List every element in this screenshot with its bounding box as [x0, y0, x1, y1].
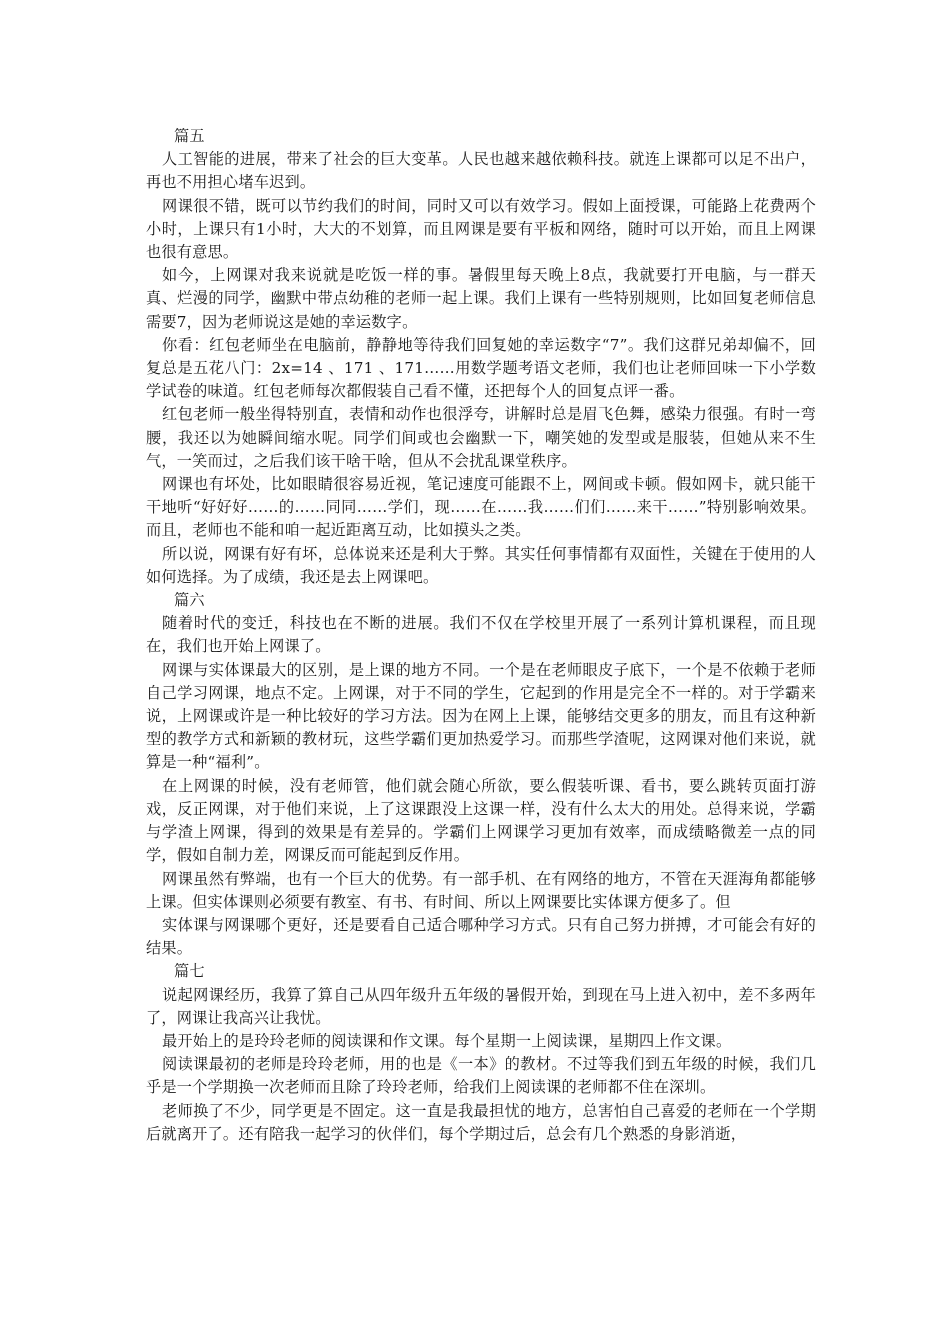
paragraph: 最开始上的是玲玲老师的阅读课和作文课。每个星期一上阅读课，星期四上作文课。 [162, 1031, 732, 1050]
paragraph: 网课虽然有弊端，也有一个巨大的优势。有一部手机、在有网络的地方，不管在天涯海角都能够上课。但实体课则必须要有教室、有书、有时间、所以上网课要比实体课方便多了。但 [146, 869, 816, 911]
section-title-5: 篇五 [174, 127, 205, 145]
paragraph: 如今，上网课对我来说就是吃饭一样的事。暑假里每天晚上8点，我就要打开电脑，与一群天真、烂漫的同学，幽默中带点幼稚的老师一起上课。我们上课有一些特别规则，比如回复老师信息需要7，因为老师说这是她的幸运数字。 [146, 266, 816, 331]
paragraph: 说起网课经历，我算了算自己从四年级升五年级的暑假开始，到现在马上进入初中，差不多两年了，网课让我高兴让我忧。 [146, 985, 816, 1027]
section-title-7: 篇七 [174, 962, 205, 981]
paragraph: 随着时代的变迁，科技也在不断的进展。我们不仅在学校里开展了一系列计算机课程，而且现在，我们也开始上网课了。 [146, 614, 816, 656]
paragraph: 老师换了不少，同学更是不固定。这一直是我最担忧的地方，总害怕自己喜爱的老师在一个学期后就离开了。还有陪我一起学习的伙伴们，每个学期过后，总会有几个熟悉的身影消逝， [146, 1101, 816, 1143]
paragraph: 人工智能的进展，带来了社会的巨大变革。人民也越来越依赖科技。就连上课都可以足不出户，再也不用担心堵车迟到。 [146, 150, 816, 192]
paragraph: 你看：红包老师坐在电脑前，静静地等待我们回复她的幸运数字“7”。我们这群兄弟却偏不，回复总是五花八门：2x=14 、171 、171……用数学题考语文老师，我们也让老师回味一下小学数学试卷的味道。红包老师每次都假装自己看不懂，还把每个人的回复点评一番。 [146, 335, 816, 401]
paragraph: 红包老师一般坐得特别直，表情和动作也很浮夸，讲解时总是眉飞色舞，感染力很强。有时一弯腰，我还以为她瞬间缩水呢。同学们间或也会幽默一下，嘲笑她的发型或是服装，但她从来不生气，一笑而过，之后我们该干啥干啥，但从不会扰乱课堂秩序。 [146, 405, 816, 470]
paragraph: 所以说，网课有好有坏，总体说来还是利大于弊。其实任何事情都有双面性，关键在于使用的人如何选择。为了成绩，我还是去上网课吧。 [146, 544, 816, 586]
paragraph: 在上网课的时候，没有老师管，他们就会随心所欲，要么假装听课、看书，要么跳转页面打游戏，反正网课，对于他们来说，上了这课跟没上这课一样，没有什么太大的用处。总得来说，学霸与学渣上网课，得到的效果是有差异的。学霸们上网课学习更加有效率，而成绩略微差一点的同学，假如自制力差，网课反而可能起到反作用。 [146, 776, 816, 865]
document-page [146, 125, 816, 1146]
paragraph: 网课很不错，既可以节约我们的时间，同时又可以有效学习。假如上面授课，可能路上花费两个小时，上课只有1小时，大大的不划算，而且网课是要有平板和网络，随时可以开始，而且上网课也很有意思。 [146, 196, 816, 262]
paragraph: 网课也有坏处，比如眼睛很容易近视，笔记速度可能跟不上，网间或卡顿。假如网卡，就只能干干地听“好好好……的……同同……学们，现……在……我……们们……来干……”特别影响效果。而且，老师也不能和咱一起近距离互动，比如摸头之类。 [146, 475, 816, 540]
section-title-6: 篇六 [174, 591, 205, 610]
paragraph: 网课与实体课最大的区别，是上课的地方不同。一个是在老师眼皮子底下，一个是不依赖于老师自己学习网课，地点不定。上网课，对于不同的学生，它起到的作用是完全不一样的。对于学霸来说，上网课或许是一种比较好的学习方法。因为在网上上课，能够结交更多的朋友，而且有这种新型的教学方式和新颖的教材玩，这些学霸们更加热爱学习。而那些学渣呢，这网课对他们来说，就算是一种“福利”。 [146, 660, 816, 772]
paragraph: 阅读课最初的老师是玲玲老师，用的也是《一本》的教材。不过等我们到五年级的时候，我们几乎是一个学期换一次老师而且除了玲玲老师，给我们上阅读课的老师都不住在深圳。 [146, 1055, 816, 1097]
paragraph: 实体课与网课哪个更好，还是要看自己适合哪种学习方式。只有自己努力拼搏，才可能会有好的结果。 [146, 915, 816, 958]
